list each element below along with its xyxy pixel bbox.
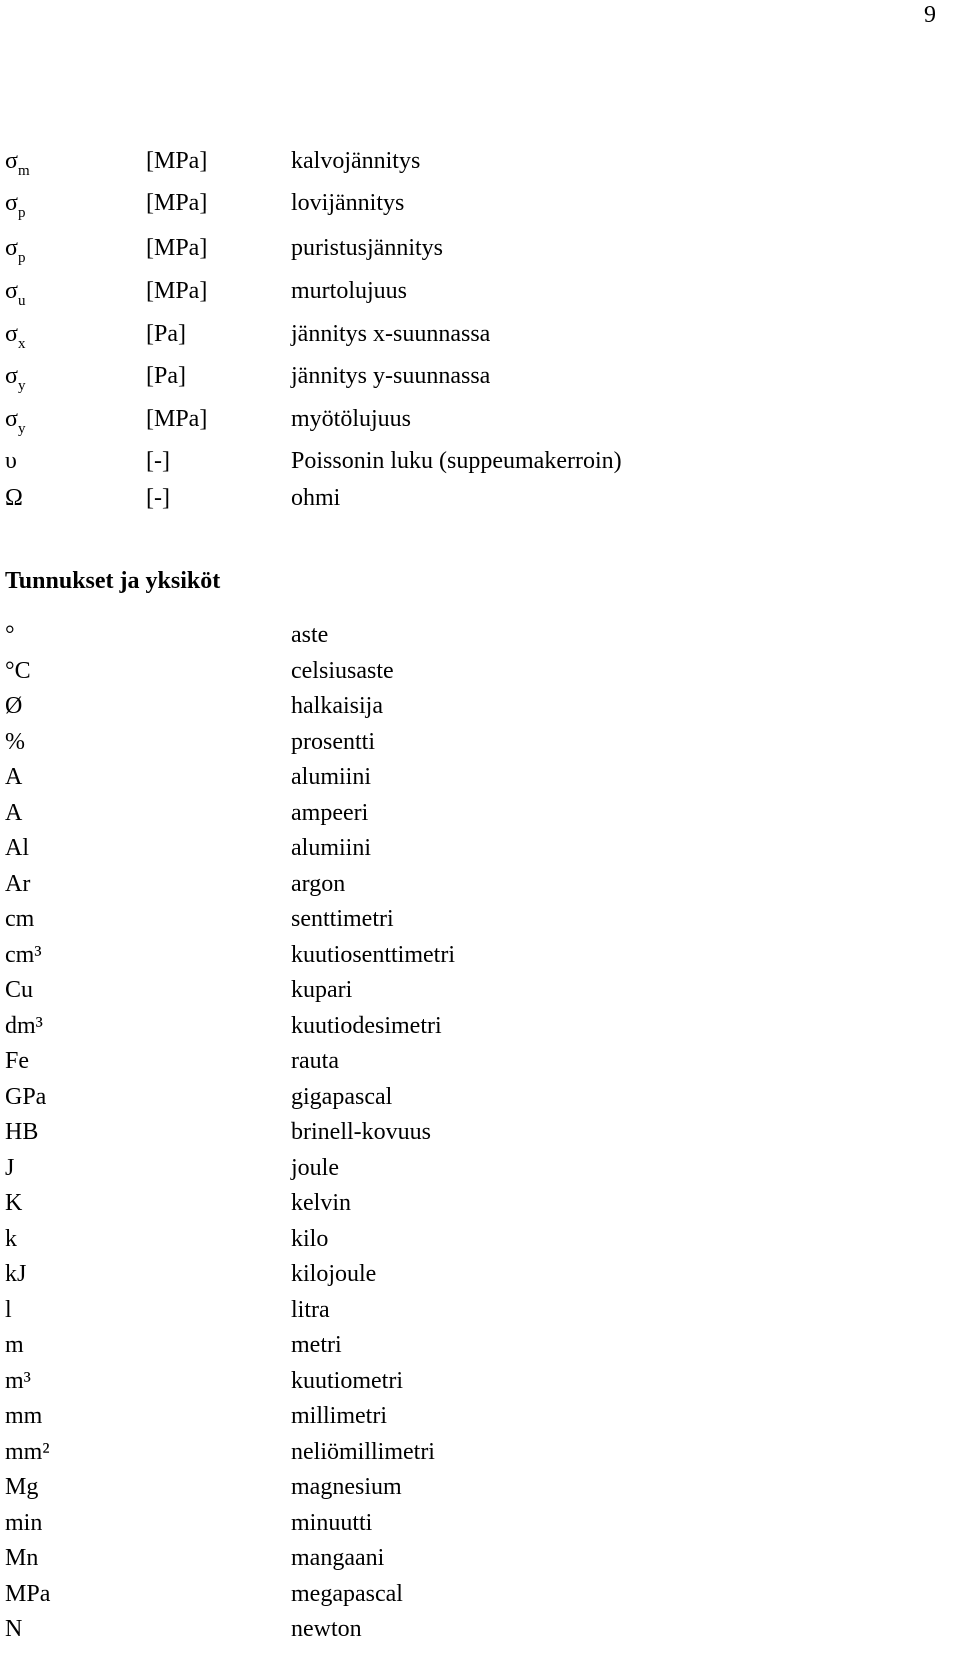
unit-cell: [MPa] xyxy=(146,278,208,304)
unit-description: kuutiosenttimetri xyxy=(291,941,455,968)
unit-description: kuutiometri xyxy=(291,1367,403,1394)
unit-symbol: mm xyxy=(5,1403,43,1429)
description-cell: Poissonin luku (suppeumakerroin) xyxy=(291,448,622,474)
unit-symbol: % xyxy=(5,728,25,755)
unit-symbol: A xyxy=(5,764,23,790)
unit-description: senttimetri xyxy=(291,906,394,932)
unit-description: metri xyxy=(291,1332,342,1358)
symbol-cell xyxy=(5,234,25,265)
unit-symbol: J xyxy=(5,1154,15,1181)
unit-description: argon xyxy=(291,870,346,897)
unit-description: newton xyxy=(291,1616,362,1642)
unit-symbol: Mn xyxy=(5,1545,39,1571)
unit-cell: [-] xyxy=(146,485,170,511)
unit-cell: [MPa] xyxy=(146,190,208,216)
symbol-char: σ xyxy=(5,148,18,174)
unit-description: neliömillimetri xyxy=(291,1438,435,1465)
symbol-cell xyxy=(5,320,25,351)
symbol-cell xyxy=(5,147,30,178)
unit-symbol: N xyxy=(5,1616,23,1642)
symbol-cell xyxy=(5,447,17,478)
symbol-cell xyxy=(5,189,25,220)
unit-symbol: K xyxy=(5,1190,23,1216)
symbol-char: σ xyxy=(5,406,18,432)
unit-description: mangaani xyxy=(291,1545,385,1571)
unit-description: joule xyxy=(291,1154,339,1181)
description-cell: jännitys x-suunnassa xyxy=(291,321,491,347)
description-cell: myötölujuus xyxy=(291,406,412,432)
unit-description: megapascal xyxy=(291,1580,403,1607)
symbol-cell xyxy=(5,277,25,308)
unit-symbol: A xyxy=(5,799,23,826)
description-cell: puristusjännitys xyxy=(291,235,444,261)
symbol-char: σ xyxy=(5,363,18,389)
unit-cell: [Pa] xyxy=(146,321,186,347)
symbol-subscript: p xyxy=(17,205,26,221)
symbol-char: σ xyxy=(5,235,18,261)
unit-symbol: Mg xyxy=(5,1474,39,1500)
unit-symbol: HB xyxy=(5,1119,39,1145)
unit-description: kuutiodesimetri xyxy=(291,1012,442,1039)
symbol-char: σ xyxy=(5,321,18,347)
unit-symbol: k xyxy=(5,1225,17,1252)
unit-description: minuutti xyxy=(291,1509,373,1536)
unit-symbol: m xyxy=(5,1332,24,1358)
unit-cell: [MPa] xyxy=(146,406,208,432)
symbol-cell xyxy=(5,405,25,436)
unit-symbol: °C xyxy=(5,657,31,684)
unit-symbol: Ø xyxy=(5,693,23,719)
unit-description: celsiusaste xyxy=(291,657,394,684)
symbol-char: υ xyxy=(5,448,17,474)
description-cell: kalvojännitys xyxy=(291,148,421,174)
description-cell: jännitys y-suunnassa xyxy=(291,363,491,389)
unit-cell: [MPa] xyxy=(146,148,208,174)
unit-symbol: Fe xyxy=(5,1048,29,1074)
symbol-char: Ω xyxy=(5,485,23,511)
symbol-subscript: p xyxy=(17,250,26,266)
unit-symbol: cm³ xyxy=(5,941,42,968)
description-cell: ohmi xyxy=(291,485,341,511)
unit-description: kupari xyxy=(291,977,353,1003)
unit-symbol: kJ xyxy=(5,1261,27,1287)
symbol-subscript: y xyxy=(17,378,26,394)
unit-description: ampeeri xyxy=(291,799,369,826)
unit-description: rauta xyxy=(291,1048,339,1074)
unit-description: prosentti xyxy=(291,728,375,755)
section-heading: Tunnukset ja yksiköt xyxy=(5,568,221,594)
page-number: 9 xyxy=(924,2,936,28)
unit-description: kilojoule xyxy=(291,1261,377,1287)
unit-symbol: mm² xyxy=(5,1438,50,1465)
unit-symbol: m³ xyxy=(5,1367,31,1394)
symbol-subscript: x xyxy=(17,336,26,352)
unit-symbol: dm³ xyxy=(5,1012,43,1039)
symbol-cell xyxy=(5,484,23,515)
symbol-char: σ xyxy=(5,278,18,304)
unit-description: kilo xyxy=(291,1225,329,1252)
unit-description: magnesium xyxy=(291,1474,402,1500)
description-cell: lovijännitys xyxy=(291,190,405,216)
unit-description: millimetri xyxy=(291,1403,387,1429)
unit-symbol: GPa xyxy=(5,1083,47,1110)
unit-cell: [MPa] xyxy=(146,235,208,261)
unit-symbol: min xyxy=(5,1509,43,1536)
unit-cell: [-] xyxy=(146,448,170,474)
unit-symbol: Cu xyxy=(5,977,34,1003)
unit-description: alumiini xyxy=(291,835,371,861)
symbol-subscript: u xyxy=(17,293,26,309)
symbol-subscript: m xyxy=(17,163,30,179)
unit-symbol: ° xyxy=(5,622,15,648)
unit-description: litra xyxy=(291,1296,330,1323)
unit-cell: [Pa] xyxy=(146,363,186,389)
unit-symbol: Ar xyxy=(5,870,31,897)
symbol-subscript: y xyxy=(17,421,26,437)
unit-description: gigapascal xyxy=(291,1083,393,1110)
unit-symbol: cm xyxy=(5,906,35,932)
symbol-char: σ xyxy=(5,190,18,216)
unit-description: alumiini xyxy=(291,764,371,790)
unit-description: halkaisija xyxy=(291,693,383,719)
unit-description: kelvin xyxy=(291,1190,351,1216)
description-cell: murtolujuus xyxy=(291,278,408,304)
unit-symbol: Al xyxy=(5,835,29,861)
unit-description: brinell-kovuus xyxy=(291,1119,431,1145)
unit-description: aste xyxy=(291,622,329,648)
symbol-cell xyxy=(5,362,25,393)
unit-symbol: l xyxy=(5,1296,12,1323)
unit-symbol: MPa xyxy=(5,1580,51,1607)
